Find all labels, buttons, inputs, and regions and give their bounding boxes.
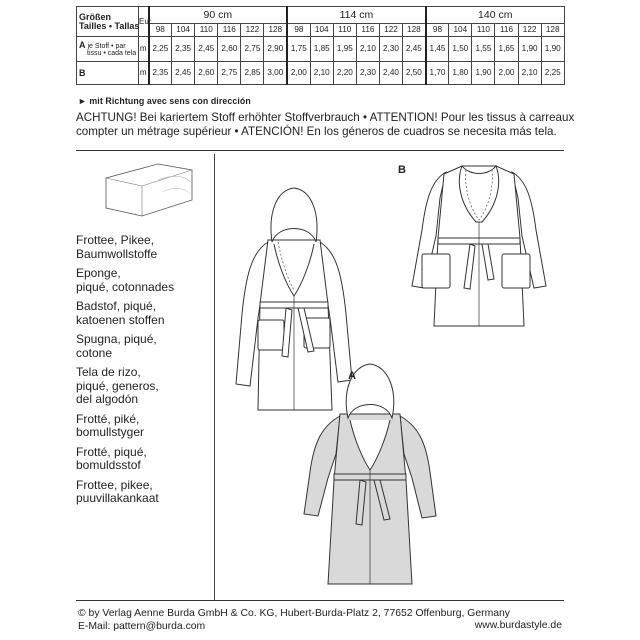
row-b-label <box>77 62 139 85</box>
fabric-line: Frotté, piké, <box>76 411 140 426</box>
fabric-line: piqué, cotonnades <box>76 279 175 294</box>
fabric-group <box>76 267 212 294</box>
fabric-line: bomullstyger <box>76 425 145 439</box>
view-b-tag: B <box>79 67 86 78</box>
fabric-line: del algodón <box>76 392 139 406</box>
fabric-line: cotone <box>76 345 113 360</box>
size-cell: 116 <box>495 24 518 37</box>
fabric-line: Frotté, piqué, <box>76 444 147 459</box>
size-cell: 104 <box>310 24 333 37</box>
fabric-amount-cell: 1,95 <box>333 37 356 62</box>
website-text: www.burdastyle.de <box>474 620 562 631</box>
email-text: E-Mail: pattern@burda.com <box>78 621 206 632</box>
width-114: 114 cm <box>287 7 426 24</box>
size-cell: 98 <box>149 24 172 37</box>
fabric-amount-cell: 2,25 <box>149 37 172 62</box>
fabric-group <box>76 300 212 327</box>
size-cell: 110 <box>472 24 495 37</box>
fabric-line: Baumwollstoffe <box>76 246 158 261</box>
fabric-amount-cell: 1,55 <box>472 37 495 62</box>
table-row-a <box>77 37 565 62</box>
fabric-amount-cell: 1,70 <box>426 62 449 85</box>
fabric-amount-cell: 2,10 <box>356 37 379 62</box>
size-cell: 98 <box>426 24 449 37</box>
size-cell: 104 <box>172 24 195 37</box>
row-a-label <box>77 37 139 62</box>
sizes-label-fr-es: Tailles • Tallas <box>79 20 140 31</box>
fabric-amount-cell: 2,45 <box>195 37 218 62</box>
view-a-label: A <box>348 370 356 382</box>
fabric-amount-cell: 2,25 <box>541 62 564 85</box>
size-cell: 116 <box>218 24 241 37</box>
fabric-amount-cell: 2,45 <box>403 37 426 62</box>
fabric-amount-cell: 2,85 <box>241 62 264 85</box>
size-cell: 128 <box>264 24 287 37</box>
eur-label: Eur <box>139 7 149 37</box>
fabric-amount-cell: 2,75 <box>218 62 241 85</box>
fabric-amount-cell: 3,00 <box>264 62 287 85</box>
fabric-amount-cell: 2,45 <box>172 62 195 85</box>
fabric-amount-cell: 1,90 <box>541 37 564 62</box>
size-cell: 122 <box>379 24 402 37</box>
copyright-text: © by Verlag Aenne Burda GmbH & Co. KG, Hubert-Burda-Platz 2, 77652 Offenburg, Germany <box>78 608 510 619</box>
fabric-amount-cell: 1,75 <box>287 37 310 62</box>
row-a-unit: m <box>139 37 149 62</box>
fabric-amount-cell: 1,85 <box>310 37 333 62</box>
fabric-amount-cell: 1,50 <box>449 37 472 62</box>
fabric-amount-cell: 1,65 <box>495 37 518 62</box>
size-cell: 128 <box>541 24 564 37</box>
fabric-amount-cell: 2,00 <box>287 62 310 85</box>
fabric-amount-cell: 2,30 <box>379 37 402 62</box>
size-cell: 110 <box>333 24 356 37</box>
size-cell: 98 <box>287 24 310 37</box>
fabric-amount-cell: 2,50 <box>403 62 426 85</box>
fabric-amount-cell: 1,80 <box>449 62 472 85</box>
fabric-amount-cell: 2,10 <box>310 62 333 85</box>
fabric-line: Tela de rizo, <box>76 365 141 379</box>
fabric-suggestions <box>76 234 212 512</box>
fabric-requirements-table <box>76 6 565 85</box>
fabric-amount-cell: 2,90 <box>264 37 287 62</box>
fabric-group <box>76 366 212 407</box>
fabric-group <box>76 446 212 473</box>
fabric-group <box>76 234 212 261</box>
fabric-line: Frottee, Pikee, <box>76 233 155 247</box>
fabric-group <box>76 333 212 360</box>
footer <box>78 607 510 633</box>
fabric-amount-cell: 2,10 <box>518 62 541 85</box>
size-cell: 122 <box>241 24 264 37</box>
fabric-bolt-icon <box>100 160 196 220</box>
fabric-group <box>76 479 212 506</box>
fabric-amount-cell: 2,35 <box>172 37 195 62</box>
robe-b-illustration <box>404 158 554 338</box>
width-140: 140 cm <box>426 7 565 24</box>
row-b-unit: m <box>139 62 149 85</box>
fabric-line: bomuldsstof <box>76 458 141 472</box>
fabric-amount-cell: 2,35 <box>149 62 172 85</box>
fabric-line: katoenen stoffen <box>76 312 165 327</box>
fabric-amount-cell: 2,30 <box>356 62 379 85</box>
fabric-line: puuvillakankaat <box>76 491 159 505</box>
size-cell: 104 <box>449 24 472 37</box>
fabric-line: Frottee, pikee, <box>76 477 153 492</box>
fabric-amount-cell: 2,00 <box>495 62 518 85</box>
fabric-amount-cell: 2,75 <box>241 37 264 62</box>
size-cell: 116 <box>356 24 379 37</box>
fabric-group <box>76 413 212 440</box>
section-divider-bottom <box>76 600 564 601</box>
fabric-amount-cell: 2,20 <box>333 62 356 85</box>
fabric-line: Badstof, piqué, <box>76 299 157 313</box>
row-a-note-1: je Stoff • par <box>87 43 126 50</box>
row-a-note-2: tissu • cada tela <box>87 50 137 57</box>
fabric-line: Eponge, <box>76 266 121 280</box>
fabric-amount-cell: 1,45 <box>426 37 449 62</box>
width-90: 90 cm <box>149 7 288 24</box>
fabric-amount-cell: 1,90 <box>472 62 495 85</box>
size-cell: 110 <box>195 24 218 37</box>
fabric-line: piqué, generos, <box>76 378 159 393</box>
table-row-b <box>77 62 565 85</box>
view-b-label: B <box>398 164 406 176</box>
section-divider-top <box>76 150 564 151</box>
robe-a-illustration-grey <box>300 362 440 590</box>
size-cell: 122 <box>518 24 541 37</box>
checked-fabric-warning: ACHTUNG! Bei kariertem Stoff erhöhter Stoffverbrauch • ATTENTION! Pour les tissus à carreaux compter un métrage supérieur • ATENCIÓN! En los géneros de cuadros se necesita más tela. <box>76 111 575 138</box>
fabric-amount-cell: 2,60 <box>218 37 241 62</box>
fabric-amount-cell: 1,90 <box>518 37 541 62</box>
column-divider <box>214 154 215 600</box>
fabric-line: Spugna, piqué, <box>76 332 157 346</box>
size-header-label <box>77 7 139 37</box>
fabric-amount-cell: 2,60 <box>195 62 218 85</box>
sizes-label-de: Größen <box>79 11 112 22</box>
fabric-amount-cell: 2,40 <box>379 62 402 85</box>
direction-note: ► mit Richtung avec sens con dirección <box>78 96 251 106</box>
view-a-tag: A <box>79 40 86 50</box>
size-cell: 128 <box>403 24 426 37</box>
